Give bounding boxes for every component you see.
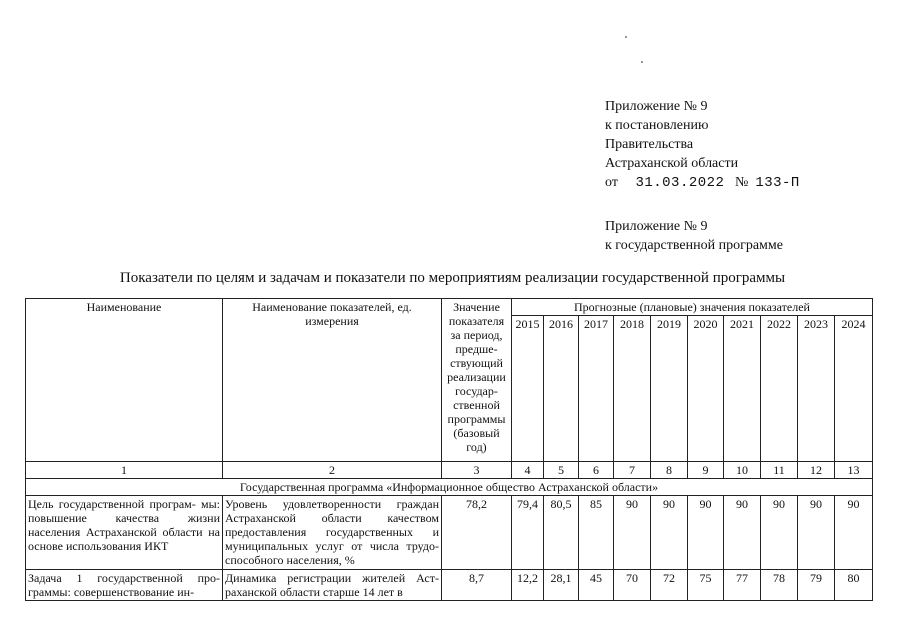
column-index: 8 — [651, 462, 688, 479]
year-header: 2017 — [579, 316, 614, 462]
program-title-cell: Государственная программа «Информационное общество Астраханской области» — [26, 479, 873, 496]
col-header-base-value: Значение показателя за период, предше- ствующий реализации государ- ственной программы (базовый год) — [442, 299, 512, 462]
year-header: 2024 — [835, 316, 873, 462]
header-line: Астраханской области — [605, 156, 739, 171]
value-cell: 90 — [724, 496, 761, 570]
column-index: 13 — [835, 462, 873, 479]
value-cell: 78 — [761, 570, 798, 601]
value-cell: 12,2 — [512, 570, 544, 601]
value-cell: 90 — [614, 496, 651, 570]
indicator-cell: Динамика регистрации жителей Аст- раханской области старше 14 лет в — [223, 570, 442, 601]
header2-line: к государственной программе — [605, 238, 783, 253]
base-value-cell: 78,2 — [442, 496, 512, 570]
indicators-table — [25, 298, 873, 601]
document-title: Показатели по целям и задачам и показатели по мероприятиям реализации государственной программы — [119, 270, 786, 286]
value-cell: 90 — [835, 496, 873, 570]
year-header: 2018 — [614, 316, 651, 462]
date-prefix: от — [605, 175, 618, 190]
value-cell: 80 — [835, 570, 873, 601]
column-index: 10 — [724, 462, 761, 479]
col-header-forecast: Прогнозные (плановые) значения показателей — [512, 299, 873, 316]
table-row — [26, 496, 873, 570]
value-cell: 45 — [579, 570, 614, 601]
column-index: 2 — [223, 462, 442, 479]
year-header: 2022 — [761, 316, 798, 462]
year-header: 2021 — [724, 316, 761, 462]
year-header: 2020 — [688, 316, 724, 462]
header-date-line — [605, 173, 800, 192]
col-header-indicator: Наименование показателей, ед. измерения — [223, 299, 442, 462]
column-index: 12 — [798, 462, 835, 479]
header-line: Приложение № 9 — [605, 99, 708, 114]
value-cell: 79,4 — [512, 496, 544, 570]
header-line: к постановлению — [605, 118, 709, 133]
indicator-cell: Уровень удовлетворенности граждан Астраханской области качеством предоставления государственных и муниципальных услуг от числа трудо- способного населения, % — [223, 496, 442, 570]
goal-name-cell: Цель государственной програм- мы: повышение качества жизни населения Астраханской области на основе использования ИКТ — [26, 496, 223, 570]
column-index: 7 — [614, 462, 651, 479]
year-header: 2019 — [651, 316, 688, 462]
scan-speck — [641, 61, 643, 63]
table-row — [26, 570, 873, 601]
value-cell: 90 — [761, 496, 798, 570]
task-name-cell: Задача 1 государственной про- граммы: совершенствование ин- — [26, 570, 223, 601]
value-cell: 90 — [688, 496, 724, 570]
value-cell: 90 — [798, 496, 835, 570]
value-cell: 77 — [724, 570, 761, 601]
year-header: 2023 — [798, 316, 835, 462]
column-index: 9 — [688, 462, 724, 479]
year-header: 2016 — [544, 316, 579, 462]
column-index: 1 — [26, 462, 223, 479]
appendix-program-header — [605, 217, 783, 255]
program-row — [26, 479, 873, 496]
column-index: 11 — [761, 462, 798, 479]
column-index: 3 — [442, 462, 512, 479]
appendix-header — [605, 97, 800, 192]
decree-number: 133-П — [755, 175, 800, 191]
value-cell: 80,5 — [544, 496, 579, 570]
value-cell: 70 — [614, 570, 651, 601]
column-index: 4 — [512, 462, 544, 479]
column-index-row — [26, 462, 873, 479]
value-cell: 75 — [688, 570, 724, 601]
value-cell: 28,1 — [544, 570, 579, 601]
column-index: 6 — [579, 462, 614, 479]
year-header: 2015 — [512, 316, 544, 462]
base-value-cell: 8,7 — [442, 570, 512, 601]
column-index: 5 — [544, 462, 579, 479]
value-cell: 72 — [651, 570, 688, 601]
scan-speck — [625, 36, 627, 38]
header2-line: Приложение № 9 — [605, 219, 708, 234]
value-cell: 79 — [798, 570, 835, 601]
number-prefix: № — [734, 175, 749, 190]
value-cell: 85 — [579, 496, 614, 570]
col-header-name: Наименование — [26, 299, 223, 462]
decree-date: 31.03.2022 — [635, 175, 725, 191]
value-cell: 90 — [651, 496, 688, 570]
header-line: Правительства — [605, 137, 694, 152]
